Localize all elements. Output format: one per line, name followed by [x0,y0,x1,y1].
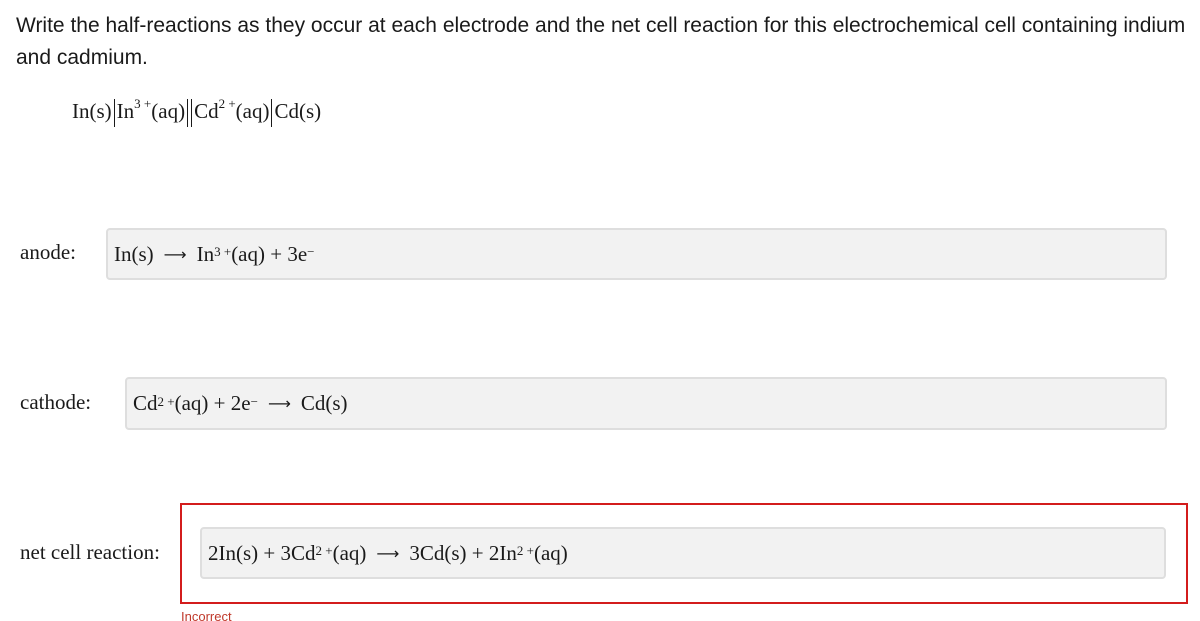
cathode-metal: Cd(s) [274,99,322,123]
cathode-label: cathode: [20,390,92,414]
anode-ion-charge: 3 + [134,96,152,111]
net-reaction-part1: 2In(s) + 3Cd [208,540,316,565]
net-reaction-part3: 3Cd(s) + 2In [409,540,517,565]
cathode-ion: Cd [194,99,219,123]
cathode-product: Cd(s) [300,391,348,415]
anode-answer-field[interactable]: In(s) ⟶ In $^{3 +}$ (aq) + 3e − [106,228,1167,280]
net-reaction-answer-field[interactable]: 2In(s) + 3Cd $^{2 +}$ (aq) ⟶ 3Cd(s) + 2In $^{2 +}$ (aq) [200,527,1166,579]
cathode-reactant-rest: (aq) + 2e [174,391,251,415]
reaction-arrow: ⟶ [267,394,291,413]
cell-notation [72,96,321,127]
anode-reactant: In(s) [114,241,154,266]
net-reaction-part2: (aq) [332,540,367,565]
cathode-reactant-ion: Cd [133,391,158,415]
cathode-ion-charge: 2 + [218,96,236,111]
anode-product-ion: In [196,241,215,266]
net-reaction-part4: (aq) [533,540,568,565]
net-reaction-label: net cell reaction: [20,540,160,564]
phase-boundary [271,99,272,127]
anode-product-rest: (aq) + 3e [231,241,308,266]
reaction-arrow: ⟶ [163,244,187,264]
cathode-answer-field[interactable]: Cd $^{2 +}$ (aq) + 2e − ⟶ Cd(s) [125,377,1167,430]
anode-ion: In [116,99,135,123]
phase-boundary [114,99,115,127]
anode-ion-state: (aq) [151,99,186,123]
question-text: Write the half-reactions as they occur at each electrode and the net cell reaction for this electrochemical cell containing indium and cadmium. [16,14,1186,69]
reaction-arrow: ⟶ [376,543,400,563]
anode-metal: In(s) [72,99,112,123]
anode-label: anode: [20,240,76,264]
incorrect-status: Incorrect [181,609,232,621]
salt-bridge [187,99,192,127]
cathode-ion-state: (aq) [235,99,270,123]
